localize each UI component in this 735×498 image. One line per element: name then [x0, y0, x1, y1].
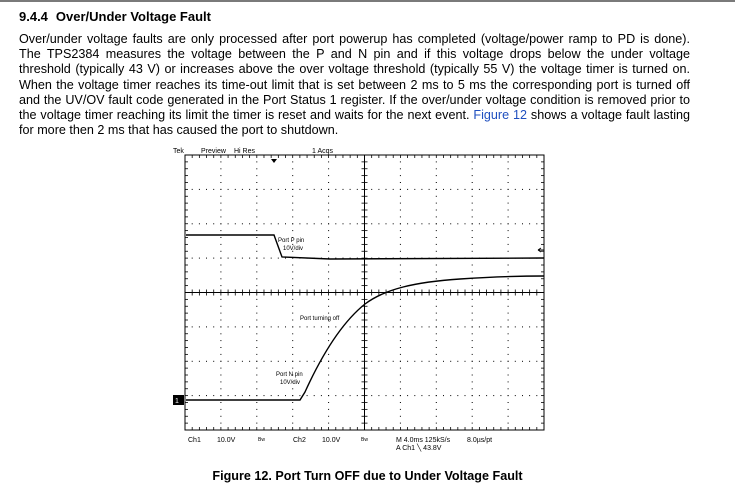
- scope-mode: Preview: [201, 148, 226, 155]
- figure-caption: Figure 12. Port Turn OFF due to Under Voltage Fault: [212, 469, 523, 483]
- trigger-position-icon: [271, 159, 277, 163]
- scope-brand: Tek: [173, 148, 184, 155]
- readout-ch2: Ch2: [293, 437, 306, 444]
- section-heading: [19, 9, 211, 24]
- body-paragraph: [19, 32, 690, 138]
- label-port-p: Port P pin: [278, 238, 305, 244]
- channel-1-marker-label: 1: [175, 398, 179, 405]
- readout-ch1-bw: Bw: [258, 437, 265, 443]
- label-turning-off: Port turning off: [300, 316, 340, 322]
- section-number: 9.4.4: [19, 9, 48, 24]
- oscilloscope-figure: [170, 144, 570, 459]
- paragraph-text: Over/under voltage faults are only processed after port powerup has completed (voltage/power ramp to PD is done). The TPS2384 measures the voltage between the P and N pin and if this voltage drops below the under voltage threshold (typically 43 V) or increases above the over voltage threshold (typically 55 V) the voltage timer is turned on. When the voltage timer reaches its time-out limit that is set between 2 ms to 5 ms the corresponding port is turned off and the UV/OV fault code generated in the Port Status 1 register. If the over/under voltage condition is removed prior to the voltage timer reaching its limit the timer is reset and waits for the next event.: [19, 32, 690, 123]
- figure-link[interactable]: Figure 12: [473, 108, 527, 123]
- readout-ch2-scale: 10.0V: [322, 437, 341, 444]
- readout-ch1: Ch1: [188, 437, 201, 444]
- graticule-center-axes: [185, 155, 544, 430]
- label-port-p-scale: 10V/div: [283, 246, 304, 252]
- paragraph-text-end: shows a voltage fault lasting for more then 2 ms that has caused the port to shutdown.: [19, 108, 691, 138]
- readout-ch2-bw: Bw: [361, 437, 368, 443]
- scope-acquisitions: 1 Acqs: [312, 148, 334, 155]
- scope-resolution: Hi Res: [234, 148, 256, 155]
- label-port-n: Port N pin: [276, 372, 303, 378]
- section-title: Over/Under Voltage Fault: [55, 9, 211, 24]
- top-rule: [0, 0, 735, 2]
- readout-timebase: M 4.0ms 125kS/s: [396, 437, 451, 444]
- readout-time-per-point: 8.0µs/pt: [467, 437, 493, 444]
- label-port-n-scale: 10V/div: [280, 380, 301, 386]
- readout-ch1-scale: 10.0V: [217, 437, 236, 444]
- readout-trigger: A Ch1 ╲ 43.8V: [396, 445, 442, 452]
